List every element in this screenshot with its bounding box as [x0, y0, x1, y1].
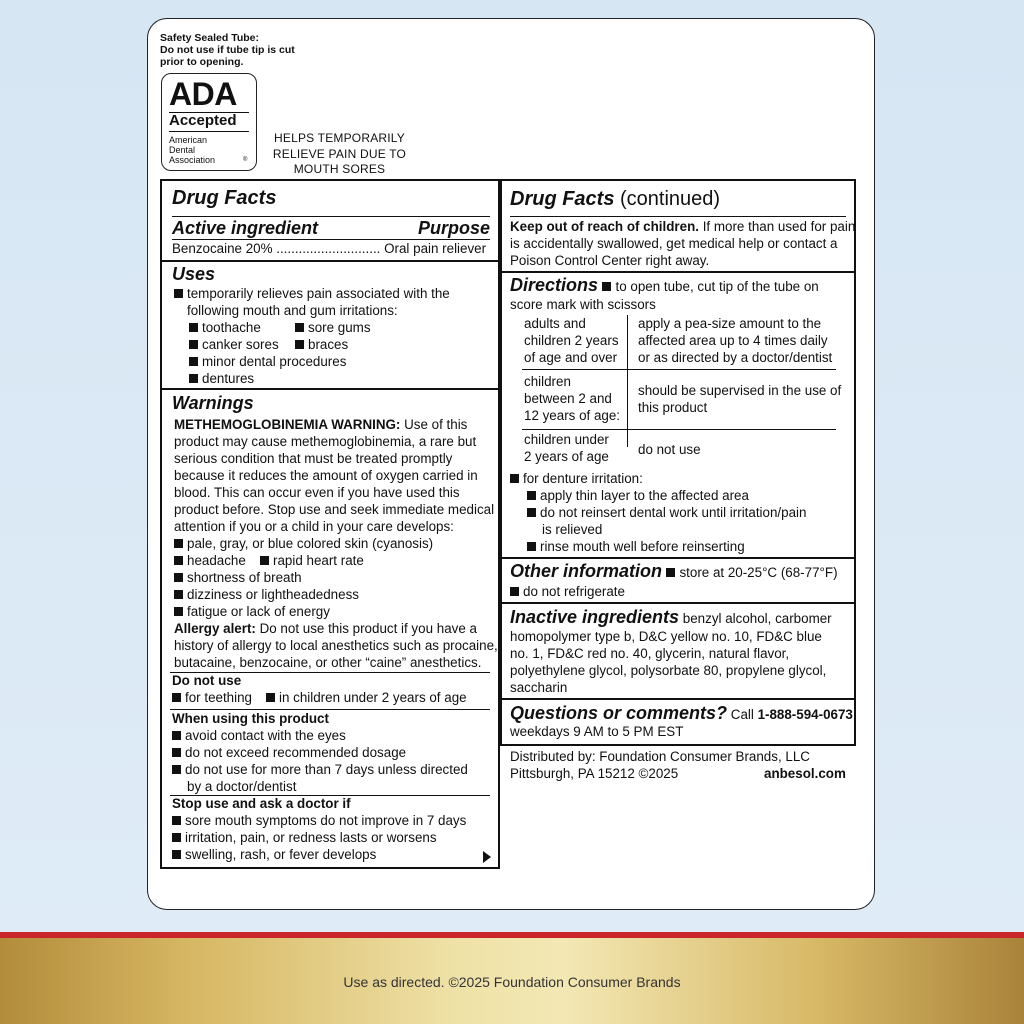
- directions-intro: Directions to open tube, cut tip of the tube on: [510, 275, 819, 295]
- uses-item: braces: [295, 337, 348, 354]
- section-divider: [502, 557, 854, 559]
- divider: [172, 216, 490, 217]
- warning-line: product before. Stop use and seek immediate medical: [174, 502, 495, 517]
- keep-out-line: is accidentally swallowed, get medical help or contact a: [510, 236, 838, 251]
- ada-seal: [161, 73, 257, 171]
- safety-line: prior to opening.: [160, 56, 244, 68]
- ada-rule: [169, 131, 249, 132]
- do-not-use-heading: Do not use: [172, 673, 242, 688]
- denture-heading: for denture irritation:: [510, 471, 643, 488]
- dosage-age-cell: children under 2 years of age: [524, 432, 609, 464]
- questions-line: Questions or comments? Call 1-888-594-0673: [510, 703, 853, 723]
- distributor-address: Pittsburgh, PA 15212 ©2025: [510, 766, 679, 781]
- symptom-item: fatigue or lack of energy: [174, 604, 330, 621]
- continue-arrow-icon: [483, 851, 491, 863]
- safety-notice: [160, 32, 310, 68]
- divider: [172, 239, 490, 240]
- purpose-heading: Purpose: [417, 218, 490, 238]
- denture-item: is relieved: [542, 522, 603, 537]
- ada-org: American Dental Association: [169, 135, 216, 165]
- inactive-line: homopolymer type b, D&C yellow no. 10, FD&C blue: [510, 629, 822, 644]
- warning-line: product may cause methemoglobinemia, a rare but: [174, 434, 477, 449]
- drug-facts-title: Drug Facts: [172, 187, 277, 209]
- uses-line: temporarily relieves pain associated with the: [174, 286, 450, 303]
- keep-out-line: Poison Control Center right away.: [510, 253, 710, 268]
- active-ingredient-line: Benzocaine 20% ............................ Oral pain reliever: [172, 241, 487, 256]
- do-not-use-item: for teething: [172, 690, 252, 707]
- symptom-item: dizziness or lightheadedness: [174, 587, 359, 604]
- when-using-heading: When using this product: [172, 711, 329, 726]
- phone-number: 1-888-594-0673: [757, 707, 853, 722]
- safety-line: Do not use if tube tip is cut: [160, 44, 295, 56]
- stop-use-item: irritation, pain, or redness lasts or worsens: [172, 830, 437, 847]
- when-using-item: by a doctor/dentist: [187, 779, 297, 794]
- section-divider: [502, 271, 854, 273]
- safety-line: Safety Sealed Tube:: [160, 32, 260, 44]
- distributor-line: Distributed by: Foundation Consumer Brands, LLC: [510, 749, 810, 764]
- dosage-instruction-cell: do not use: [638, 442, 701, 457]
- when-using-item: avoid contact with the eyes: [172, 728, 346, 745]
- keep-out-line: Keep out of reach of children. If more than used for pain: [510, 219, 856, 234]
- table-column-divider: [627, 315, 628, 447]
- divider: [170, 709, 490, 710]
- warning-line: blood. This can occur even if you have used this: [174, 485, 460, 500]
- uses-item: toothache: [189, 320, 261, 337]
- inactive-line: no. 1, FD&C red no. 40, glycerin, natural flavor,: [510, 646, 790, 661]
- symptom-item: rapid heart rate: [260, 553, 364, 570]
- footer-text: Use as directed. ©2025 Foundation Consumer Brands: [343, 974, 681, 990]
- uses-item: dentures: [189, 371, 254, 388]
- section-divider: [162, 388, 498, 390]
- uses-heading: Uses: [172, 264, 216, 284]
- questions-hours: weekdays 9 AM to 5 PM EST: [510, 724, 684, 739]
- active-ingredient-heading: Active ingredient: [172, 218, 319, 238]
- do-not-use-item: in children under 2 years of age: [266, 690, 467, 707]
- warnings-heading: Warnings: [172, 393, 254, 413]
- allergy-line: Allergy alert: Do not use this product if you have a: [174, 621, 477, 636]
- uses-item: canker sores: [189, 337, 279, 354]
- denture-item: apply thin layer to the affected area: [527, 488, 749, 505]
- ada-title: ADA: [169, 76, 237, 112]
- table-row-divider: [522, 369, 836, 370]
- table-row-divider: [522, 429, 836, 430]
- dosage-age-cell: children between 2 and 12 years of age:: [524, 374, 621, 423]
- drug-facts-right-panel: [500, 179, 856, 746]
- other-information: Other information store at 20-25°C (68-77°F): [510, 561, 838, 581]
- divider: [510, 216, 846, 217]
- when-using-item: do not use for more than 7 days unless directed: [172, 762, 468, 779]
- uses-line: following mouth and gum irritations:: [187, 303, 398, 318]
- uses-item: sore gums: [295, 320, 371, 337]
- symptom-item: headache: [174, 553, 246, 570]
- stop-use-item: sore mouth symptoms do not improve in 7 days: [172, 813, 466, 830]
- uses-item: minor dental procedures: [189, 354, 346, 371]
- symptom-item: shortness of breath: [174, 570, 302, 587]
- drug-facts-continued-title: Drug Facts (continued): [510, 188, 721, 210]
- inactive-ingredients: Inactive ingredients benzyl alcohol, carbomer: [510, 607, 832, 627]
- denture-item: rinse mouth well before reinserting: [527, 539, 745, 556]
- allergy-line: history of allergy to local anesthetics such as procaine,: [174, 638, 498, 653]
- stop-use-heading: Stop use and ask a doctor if: [172, 796, 351, 811]
- section-divider: [502, 698, 854, 700]
- dosage-instruction-cell: should be supervised in the use of this product: [638, 383, 842, 415]
- warning-line: serious condition that must be treated promptly: [174, 451, 453, 466]
- inactive-line: polyethylene glycol, polysorbate 80, propylene glycol,: [510, 663, 827, 678]
- registered-mark: ®: [243, 157, 248, 163]
- section-divider: [162, 260, 498, 262]
- website-link[interactable]: anbesol.com: [764, 766, 846, 781]
- dosage-age-cell: adults and children 2 years of age and over: [524, 316, 619, 365]
- when-using-item: do not exceed recommended dosage: [172, 745, 406, 762]
- stop-use-item: swelling, rash, or fever develops: [172, 847, 376, 864]
- allergy-line: butacaine, benzocaine, or other “caine” anesthetics.: [174, 655, 482, 670]
- helps-claim: HELPS TEMPORARILY RELIEVE PAIN DUE TO MOUTH SORES: [272, 131, 407, 176]
- denture-item: do not reinsert dental work until irritation/pain: [527, 505, 806, 522]
- warning-line: METHEMOGLOBINEMIA WARNING: Use of this: [174, 417, 468, 432]
- symptom-item: pale, gray, or blue colored skin (cyanosis): [174, 536, 433, 553]
- ada-accepted: Accepted: [169, 112, 237, 129]
- warning-line: attention if you or a child in your care develops:: [174, 519, 454, 534]
- other-information-item: do not refrigerate: [510, 584, 625, 601]
- dosage-instruction-cell: apply a pea-size amount to the affected area up to 4 times daily or as directed by a doctor/dentist: [638, 316, 833, 365]
- warning-line: because it reduces the amount of oxygen carried in: [174, 468, 478, 483]
- section-divider: [502, 602, 854, 604]
- directions-intro: score mark with scissors: [510, 297, 656, 312]
- drug-facts-left-panel: [160, 179, 500, 869]
- inactive-line: saccharin: [510, 680, 568, 695]
